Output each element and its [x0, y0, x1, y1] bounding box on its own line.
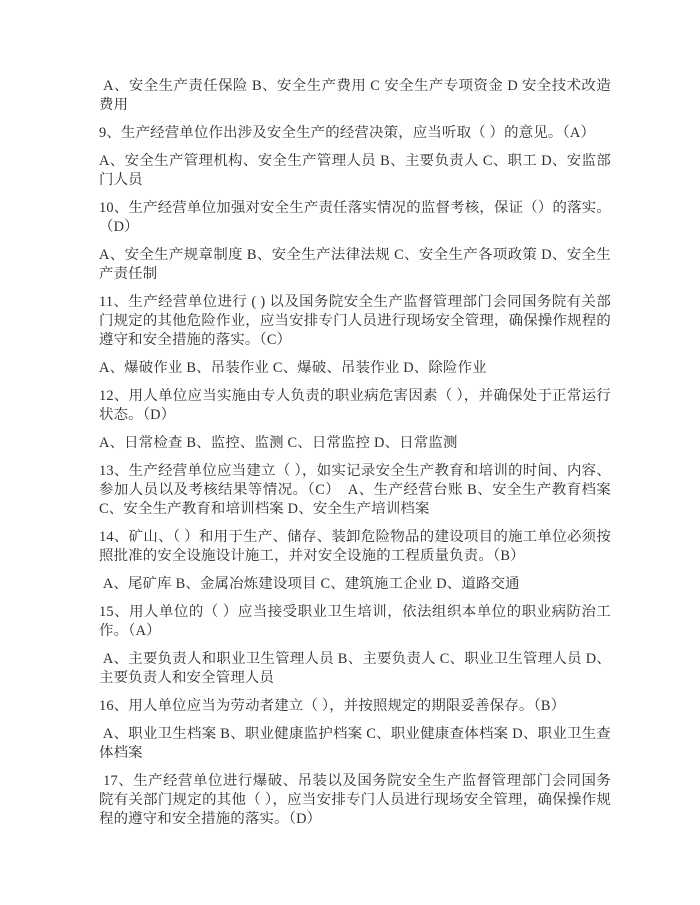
question-17: 17、生产经营单位进行爆破、吊装以及国务院安全生产监督管理部门会同国务院有关部门规定的其他（ ），应当安排专门人员进行现场安全管理，确保操作规程的遵守和安全措施的落实。（D） — [99, 773, 611, 827]
question-14-options: A、尾矿库 B、金属冶炼建设项目 C、建筑施工企业 D、道路交通 — [99, 576, 520, 592]
question-10-options: A、安全生产规章制度 B、安全生产法律法规 C、安全生产各项政策 D、安全生产责任制 — [99, 247, 611, 282]
question-15-options: A、主要负责人和职业卫生管理人员 B、主要负责人 C、职业卫生管理人员 D、主要负责人和安全管理人员 — [99, 651, 611, 686]
question-11: 11、生产经营单位进行 ( ) 以及国务院安全生产监督管理部门会同国务院有关部门规定的其他危险作业，应当安排专门人员进行现场安全管理，确保操作规程的遵守和安全措施的落实。（C） — [99, 294, 611, 348]
question-15: 15、用人单位的（ ）应当接受职业卫生培训，依法组织本单位的职业病防治工作。（A） — [99, 604, 611, 639]
question-9-options: A、安全生产管理机构、安全生产管理人员 B、主要负责人 C、职工 D、安监部门人员 — [99, 153, 611, 188]
question-12: 12、用人单位应当实施由专人负责的职业病危害因素（ ），并确保处于正常运行状态。（D） — [99, 388, 611, 423]
question-16: 16、用人单位应当为劳动者建立（ ），并按照规定的期限妥善保存。（B） — [99, 698, 566, 714]
question-10: 10、生产经营单位加强对安全生产责任落实情况的监督考核，保证（）的落实。（D） — [99, 200, 611, 235]
question-16-options: A、职业卫生档案 B、职业健康监护档案 C、职业健康查体档案 D、职业卫生查体档案 — [99, 726, 611, 761]
question-14: 14、矿山、（ ）和用于生产、储存、装卸危险物品的建设项目的施工单位必须按照批准的安全设施设计施工，并对安全设施的工程质量负责。（B） — [99, 529, 611, 564]
question-list — [99, 77, 615, 829]
question-11-options: A、爆破作业 B、吊装作业 C、爆破、吊装作业 D、除险作业 — [99, 360, 487, 376]
question-8-options: A、安全生产责任保险 B、安全生产费用 C 安全生产专项资金 D 安全技术改造费用 — [99, 78, 611, 113]
question-13-with-options: 13、生产经营单位应当建立（ ），如实记录安全生产教育和培训的时间、内容、参加人员以及考核结果等情况。（C） A、生产经营台账 B、安全生产教育档案 C、安全生产教育和培训档案 D、安全生产培训档案 — [99, 463, 615, 517]
question-12-options: A、日常检查 B、监控、监测 C、日常监控 D、日常监测 — [99, 435, 458, 451]
question-9: 9、生产经营单位作出涉及安全生产的经营决策，应当听取（ ）的意见。（A） — [99, 125, 596, 141]
